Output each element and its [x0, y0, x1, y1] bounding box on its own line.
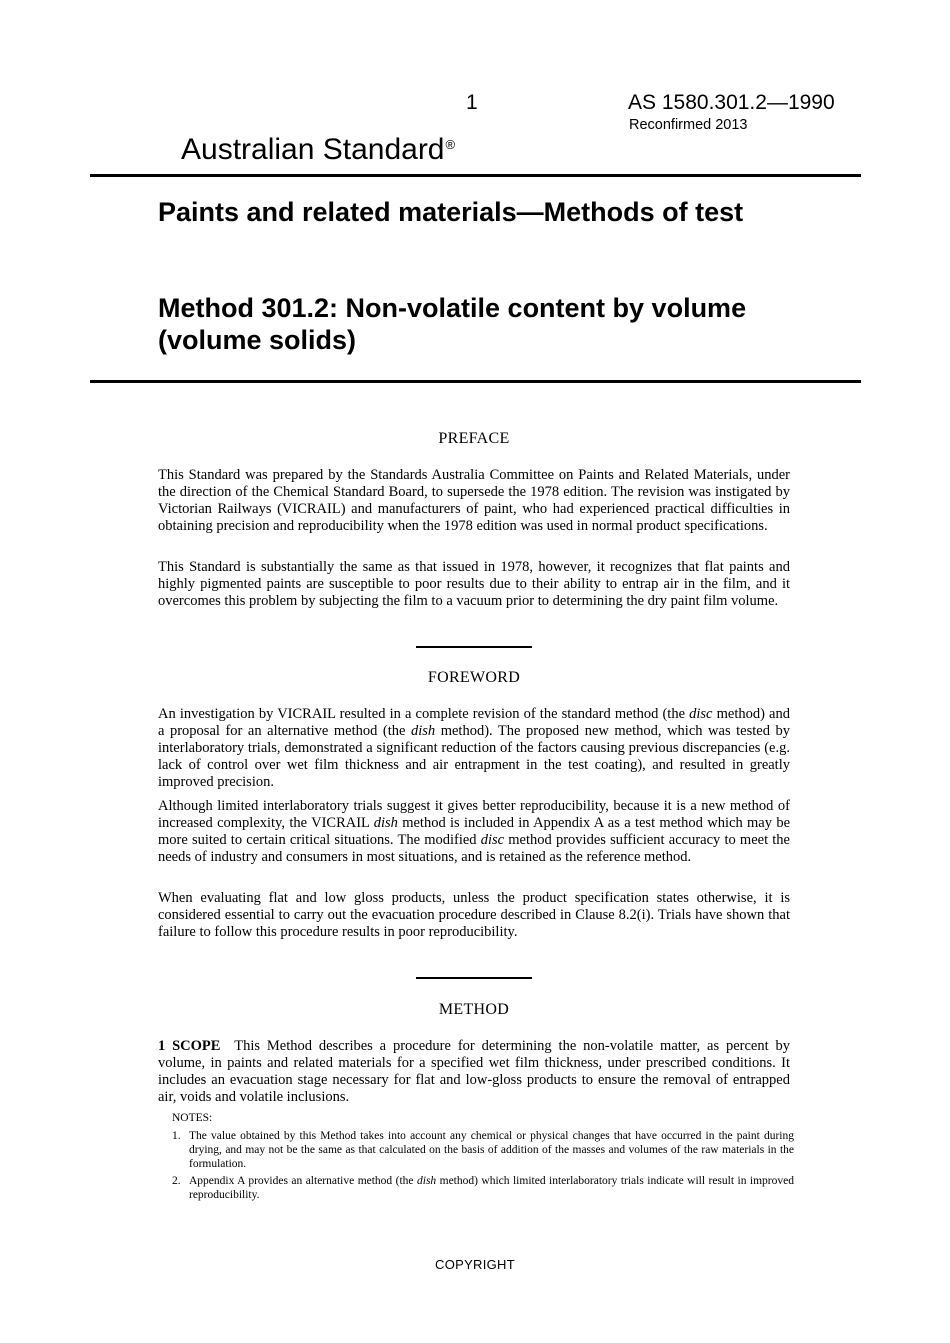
note-item	[172, 1174, 794, 1202]
emphasis-dish: dish	[410, 723, 436, 739]
reconfirmed-note: Reconfirmed 2013	[629, 117, 748, 133]
clause-text: This Method describes a procedure for determining the non-volatile matter, as percent by volume, in paints and related materials for a specified wet film thickness, under prescribed conditions. It includes an evacuation stage necessary for flat and low-gloss products to ensure the removal of entrapped air, voids and volatile inclusions.	[158, 1038, 791, 1105]
emphasis-disc: disc	[480, 832, 505, 848]
brand-name: Australian Standard	[181, 133, 445, 166]
method-heading: METHOD	[438, 1001, 510, 1018]
text-run: method) which limited interlaboratory trials indicate will result in improved reproducibility.	[189, 1175, 794, 1201]
text-run: An investigation by VICRAIL resulted in a complete revision of the standard method (the	[158, 706, 690, 722]
section-divider	[416, 646, 532, 648]
note-number: 2.	[172, 1175, 181, 1187]
note-number: 1.	[172, 1130, 181, 1142]
preface-paragraph: This Standard was prepared by the Standards Australia Committee on Paints and Related Materials, under the direction of the Chemical Standard Board, to supersede the 1978 edition. The revision was instigated by Victorian Railways (VICRAIL) and manufacturers of paint, who had experienced practical difficulties in obtaining precision and reproducibility when the 1978 edition was used in normal product specifications.	[158, 467, 790, 534]
emphasis-disc: disc	[689, 706, 713, 722]
text-run: method is included in Appendix A as a test method which may be more suited to certain critical situations. The modified	[158, 815, 790, 848]
foreword-paragraph	[158, 798, 790, 866]
title-rule	[90, 380, 861, 383]
text-run: method) and a proposal for an alternative method (the	[158, 706, 790, 739]
emphasis-dish: dish	[373, 815, 398, 831]
page-number: 1	[466, 91, 478, 114]
note-item	[172, 1129, 794, 1171]
header-rule	[90, 174, 861, 177]
text-run: method). The proposed new method, which was tested by interlaboratory trials, demonstrated a significant reduction of the factors causing previous discrepancies (e.g. lack of control over wet film thickness and air entrapment in the test coating), and resulted in greatly improved precision.	[158, 723, 791, 790]
text-run: method provides sufficient accuracy to meet the needs of industry and consumers in most situations, and is retained as the reference method.	[158, 832, 790, 865]
brand-title	[181, 133, 455, 167]
registered-mark: ®	[445, 137, 456, 152]
text-run: Appendix A provides an alternative method (the	[189, 1175, 417, 1187]
note-text	[189, 1174, 794, 1202]
note-text: The value obtained by this Method takes into account any chemical or physical changes that have occurred in the paint during drying, and may not be the same as that calculated on the basis of addition of the masses and volumes of the raw materials in the formulation.	[189, 1130, 794, 1170]
clause-label: 1 SCOPE	[158, 1038, 221, 1054]
document-title: Paints and related materials—Methods of test	[158, 197, 744, 227]
method-title: Method 301.2: Non-volatile content by volume (volume solids)	[158, 293, 747, 355]
foreword-paragraph: When evaluating flat and low gloss products, unless the product specification states otherwise, it is considered essential to carry out the evacuation procedure described in Clause 8.2(i). Trials have shown that failure to follow this procedure results in poor reproducibility.	[158, 890, 790, 940]
scope-clause	[158, 1038, 790, 1106]
preface-paragraph: This Standard is substantially the same as that issued in 1978, however, it recognizes that flat paints and highly pigmented paints are susceptible to poor results due to their ability to entrap air in the film, and it overcomes this problem by subjecting the film to a vacuum prior to determining the dry paint film volume.	[158, 559, 790, 609]
preface-heading: PREFACE	[438, 430, 510, 447]
text-run: Although limited interlaboratory trials suggest it gives better reproducibility, because it is a new method of increased complexity, the VICRAIL	[158, 798, 790, 831]
emphasis-dish: dish	[417, 1175, 437, 1187]
copyright-footer: COPYRIGHT	[435, 1257, 515, 1272]
standard-number: AS 1580.301.2—1990	[628, 91, 835, 114]
foreword-paragraph	[158, 706, 790, 791]
notes-label: NOTES:	[172, 1112, 213, 1124]
foreword-heading: FOREWORD	[427, 669, 521, 686]
section-divider	[416, 977, 532, 979]
